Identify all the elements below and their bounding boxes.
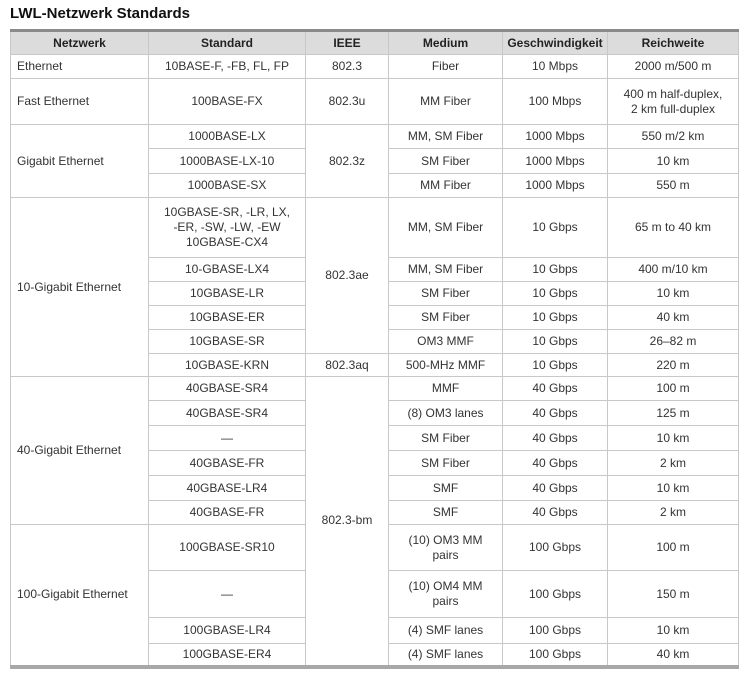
medium-cell: (10) OM4 MM pairs (389, 571, 503, 618)
medium-cell: SMF (389, 476, 503, 501)
speed-cell: 1000 Mbps (503, 125, 608, 149)
network-cell: Gigabit Ethernet (11, 125, 149, 198)
standard-cell: 40GBASE-LR4 (149, 476, 306, 501)
reach-cell: 125 m (608, 401, 739, 426)
standard-cell: 100GBASE-LR4 (149, 618, 306, 644)
medium-cell: SMF (389, 501, 503, 525)
reach-cell: 400 m half-duplex, 2 km full-duplex (608, 79, 739, 125)
network-cell: 100-Gigabit Ethernet (11, 525, 149, 667)
table-row (11, 377, 739, 401)
ieee-cell: 802.3u (306, 79, 389, 125)
standard-cell: 10BASE-F, -FB, FL, FP (149, 55, 306, 79)
reach-cell: 150 m (608, 571, 739, 618)
network-cell: Ethernet (11, 55, 149, 79)
reach-cell: 10 km (608, 282, 739, 306)
header-row (11, 31, 739, 55)
speed-cell: 100 Mbps (503, 79, 608, 125)
network-cell: Fast Ethernet (11, 79, 149, 125)
network-cell: 10-Gigabit Ethernet (11, 198, 149, 377)
header-medium: Medium (389, 31, 503, 55)
medium-cell: MMF (389, 377, 503, 401)
medium-cell: SM Fiber (389, 306, 503, 330)
medium-cell: (10) OM3 MM pairs (389, 525, 503, 571)
ieee-cell: 802.3-bm (306, 377, 389, 667)
standard-cell: 10-GBASE-LX4 (149, 258, 306, 282)
page-title: LWL-Netzwerk Standards (10, 5, 191, 22)
speed-cell: 10 Gbps (503, 198, 608, 258)
standard-cell: 10GBASE-SR, -LR, LX, -ER, -SW, -LW, -EW 10GBASE-CX4 (149, 198, 306, 258)
standard-cell: 40GBASE-FR (149, 451, 306, 476)
standard-cell: 1000BASE-SX (149, 174, 306, 198)
header-netzwerk: Netzwerk (11, 31, 149, 55)
header-geschwindigkeit: Geschwindigkeit (503, 31, 608, 55)
standard-cell: — (149, 426, 306, 451)
speed-cell: 40 Gbps (503, 476, 608, 501)
table-row (11, 55, 739, 79)
reach-cell: 10 km (608, 149, 739, 174)
speed-cell: 10 Gbps (503, 282, 608, 306)
medium-cell: (8) OM3 lanes (389, 401, 503, 426)
medium-cell: (4) SMF lanes (389, 618, 503, 644)
medium-cell: MM, SM Fiber (389, 258, 503, 282)
fiber-standards-table (10, 29, 739, 669)
standard-cell: 10GBASE-KRN (149, 354, 306, 377)
ieee-cell: 802.3z (306, 125, 389, 198)
speed-cell: 1000 Mbps (503, 174, 608, 198)
reach-cell: 65 m to 40 km (608, 198, 739, 258)
speed-cell: 10 Gbps (503, 306, 608, 330)
standard-cell: — (149, 571, 306, 618)
header-reichweite: Reichweite (608, 31, 739, 55)
medium-cell: (4) SMF lanes (389, 644, 503, 667)
standard-cell: 40GBASE-SR4 (149, 377, 306, 401)
speed-cell: 10 Gbps (503, 330, 608, 354)
standard-cell: 100GBASE-ER4 (149, 644, 306, 667)
medium-cell: SM Fiber (389, 451, 503, 476)
table-row (11, 79, 739, 125)
header-ieee: IEEE (306, 31, 389, 55)
medium-cell: SM Fiber (389, 426, 503, 451)
reach-cell: 2 km (608, 451, 739, 476)
header-standard: Standard (149, 31, 306, 55)
reach-cell: 550 m/2 km (608, 125, 739, 149)
reach-cell: 40 km (608, 306, 739, 330)
reach-cell: 400 m/10 km (608, 258, 739, 282)
speed-cell: 10 Mbps (503, 55, 608, 79)
reach-cell: 40 km (608, 644, 739, 667)
speed-cell: 100 Gbps (503, 644, 608, 667)
speed-cell: 100 Gbps (503, 618, 608, 644)
standard-cell: 40GBASE-SR4 (149, 401, 306, 426)
speed-cell: 10 Gbps (503, 354, 608, 377)
standard-cell: 1000BASE-LX-10 (149, 149, 306, 174)
standard-cell: 10GBASE-ER (149, 306, 306, 330)
speed-cell: 40 Gbps (503, 451, 608, 476)
speed-cell: 100 Gbps (503, 525, 608, 571)
standard-cell: 10GBASE-SR (149, 330, 306, 354)
speed-cell: 1000 Mbps (503, 149, 608, 174)
standard-cell: 100GBASE-SR10 (149, 525, 306, 571)
reach-cell: 2000 m/500 m (608, 55, 739, 79)
reach-cell: 10 km (608, 426, 739, 451)
speed-cell: 10 Gbps (503, 258, 608, 282)
speed-cell: 100 Gbps (503, 571, 608, 618)
speed-cell: 40 Gbps (503, 377, 608, 401)
standard-cell: 1000BASE-LX (149, 125, 306, 149)
network-cell: 40-Gigabit Ethernet (11, 377, 149, 525)
table-row (11, 125, 739, 149)
speed-cell: 40 Gbps (503, 401, 608, 426)
medium-cell: MM Fiber (389, 174, 503, 198)
standard-cell: 100BASE-FX (149, 79, 306, 125)
reach-cell: 550 m (608, 174, 739, 198)
medium-cell: Fiber (389, 55, 503, 79)
medium-cell: 500-MHz MMF (389, 354, 503, 377)
reach-cell: 220 m (608, 354, 739, 377)
reach-cell: 2 km (608, 501, 739, 525)
standard-cell: 10GBASE-LR (149, 282, 306, 306)
reach-cell: 100 m (608, 377, 739, 401)
standard-cell: 40GBASE-FR (149, 501, 306, 525)
reach-cell: 100 m (608, 525, 739, 571)
reach-cell: 10 km (608, 476, 739, 501)
medium-cell: MM, SM Fiber (389, 198, 503, 258)
medium-cell: OM3 MMF (389, 330, 503, 354)
ieee-cell: 802.3 (306, 55, 389, 79)
ieee-cell: 802.3aq (306, 354, 389, 377)
speed-cell: 40 Gbps (503, 426, 608, 451)
ieee-cell: 802.3ae (306, 198, 389, 354)
medium-cell: MM Fiber (389, 79, 503, 125)
speed-cell: 40 Gbps (503, 501, 608, 525)
table-row (11, 198, 739, 258)
reach-cell: 10 km (608, 618, 739, 644)
reach-cell: 26–82 m (608, 330, 739, 354)
medium-cell: MM, SM Fiber (389, 125, 503, 149)
medium-cell: SM Fiber (389, 149, 503, 174)
medium-cell: SM Fiber (389, 282, 503, 306)
